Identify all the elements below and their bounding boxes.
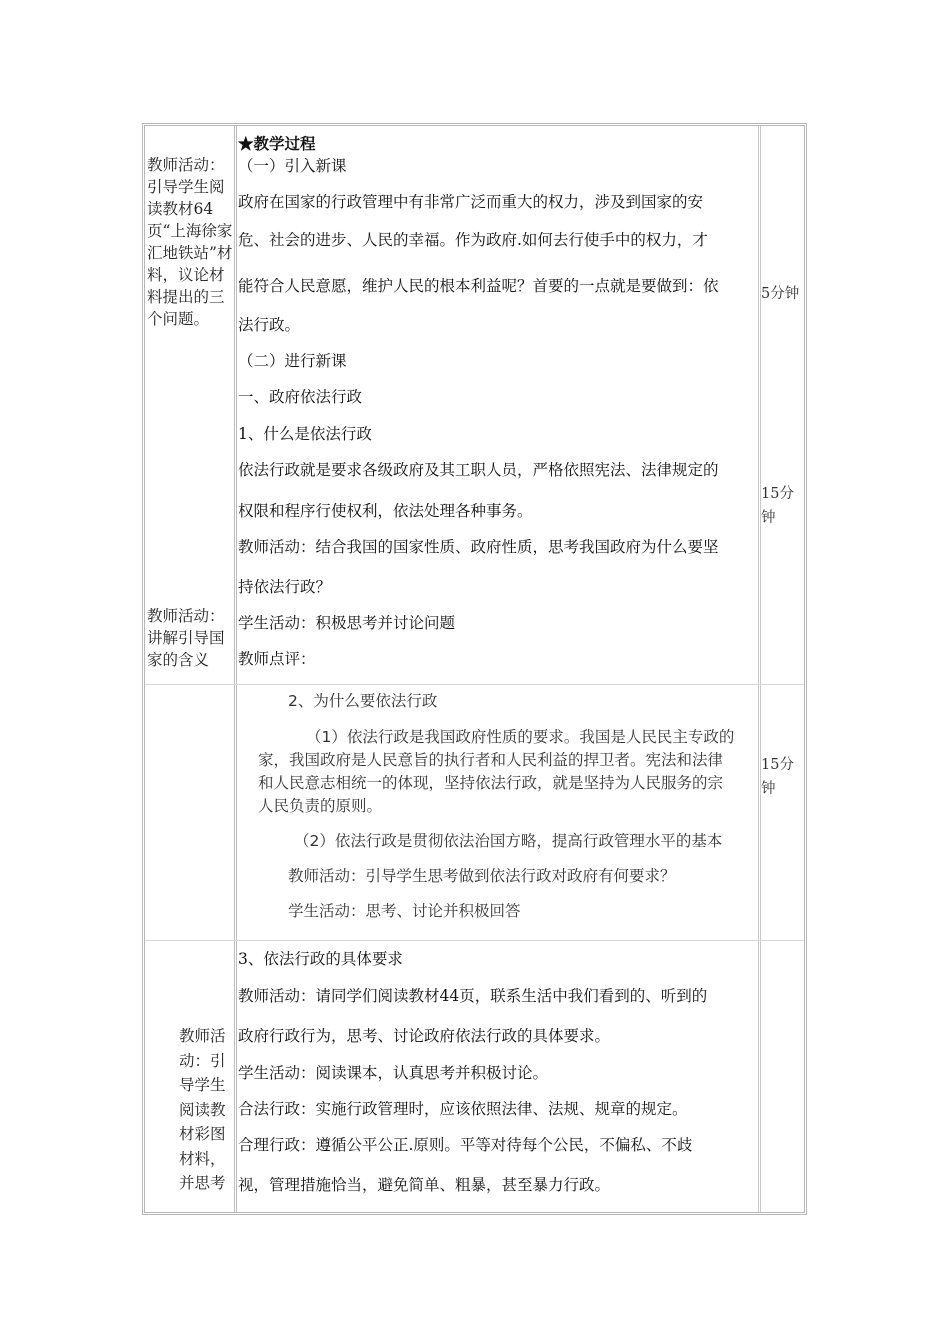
- paragraph-line: 危、社会的进步、人民的幸福。作为政府.如何去行使手中的权力，才: [238, 231, 708, 249]
- section-heading: ★教学过程: [238, 134, 316, 153]
- paragraph-line: 法行政。: [238, 316, 301, 334]
- topic-title: 1、什么是依法行政: [238, 425, 372, 443]
- teacher-activity: 教师活动：引导学生思考做到依法行政对政府有何要求？: [288, 867, 676, 885]
- topic-title: 2、为什么要依法行政: [288, 692, 438, 710]
- teacher-activity: 教师活动：结合我国的国家性质、政府性质，思考我国政府为什么要坚: [238, 538, 719, 556]
- time-allocation: 15分钟: [761, 486, 794, 526]
- paragraph-line: 家，我国政府是人民意旨的执行者和人民利益的捍卫者。宪法和法律: [258, 751, 724, 769]
- paragraph-line: （1）依法行政是我国政府性质的要求。我国是人民民主专政的: [306, 728, 735, 746]
- paragraph-line: 人民负责的原则。: [258, 797, 383, 815]
- paragraph-line: 权限和程序行使权利，依法处理各种事务。: [238, 502, 533, 520]
- teacher-activity-note: 教师活动：讲解引导国家的含义: [147, 607, 225, 669]
- topic-title: 3、依法行政的具体要求: [238, 950, 403, 968]
- teacher-activity: 持依法行政？: [238, 578, 332, 596]
- student-activity: 学生活动：阅读课本，认真思考并积极讨论。: [238, 1064, 549, 1082]
- student-activity: 学生活动：积极思考并讨论问题: [238, 614, 456, 632]
- time-allocation: 5分钟: [761, 286, 800, 302]
- paragraph-line: 合法行政：实施行政管理时，应该依照法律、法规、规章的规定。: [238, 1100, 688, 1118]
- time-allocation: 15分钟: [761, 757, 794, 797]
- student-activity: 学生活动：思考、讨论并积极回答: [288, 902, 521, 920]
- teacher-activity: 政府行政行为，思考、讨论政府依法行政的具体要求。: [238, 1027, 611, 1045]
- teacher-activity: 教师活动：请同学们阅读教材44页，联系生活中我们看到的、听到的: [238, 987, 708, 1005]
- column-divider: [234, 126, 237, 1212]
- paragraph-line: 视，管理措施恰当，避免简单、粗暴，甚至暴力行政。: [238, 1176, 611, 1194]
- paragraph-line: 和人民意志相统一的体现，坚持依法行政，就是坚持为人民服务的宗: [258, 774, 724, 792]
- subsection-title: （二）进行新课: [238, 352, 347, 370]
- section-title: 一、政府依法行政: [238, 388, 363, 406]
- teacher-activity-note: 教师活动：引导学生阅读教材彩图材料，并思考: [179, 1027, 226, 1192]
- subsection-title: （一）引入新课: [238, 157, 347, 175]
- paragraph-line: 能符合人民意愿，维护人民的根本利益呢？首要的一点就是要做到：依: [238, 277, 719, 295]
- paragraph-line: 合理行政：遵循公平公正.原则。平等对待每个公民，不偏私、不歧: [238, 1136, 693, 1154]
- teaching-process: [238, 126, 757, 1212]
- paragraph-line: （2）依法行政是贯彻依法治国方略，提高行政管理水平的基本: [294, 832, 723, 850]
- paragraph-line: 依法行政就是要求各级政府及其工职人员，严格依照宪法、法律规定的: [238, 461, 719, 479]
- paragraph-line: 政府在国家的行政管理中有非常广泛而重大的权力，涉及到国家的安: [238, 193, 704, 211]
- teacher-comment: 教师点评：: [238, 650, 316, 668]
- teacher-activity-note: 教师活动：引导学生阅读教材64页“上海徐家汇地铁站”材料，议论材料提出的三个问题。: [147, 156, 233, 328]
